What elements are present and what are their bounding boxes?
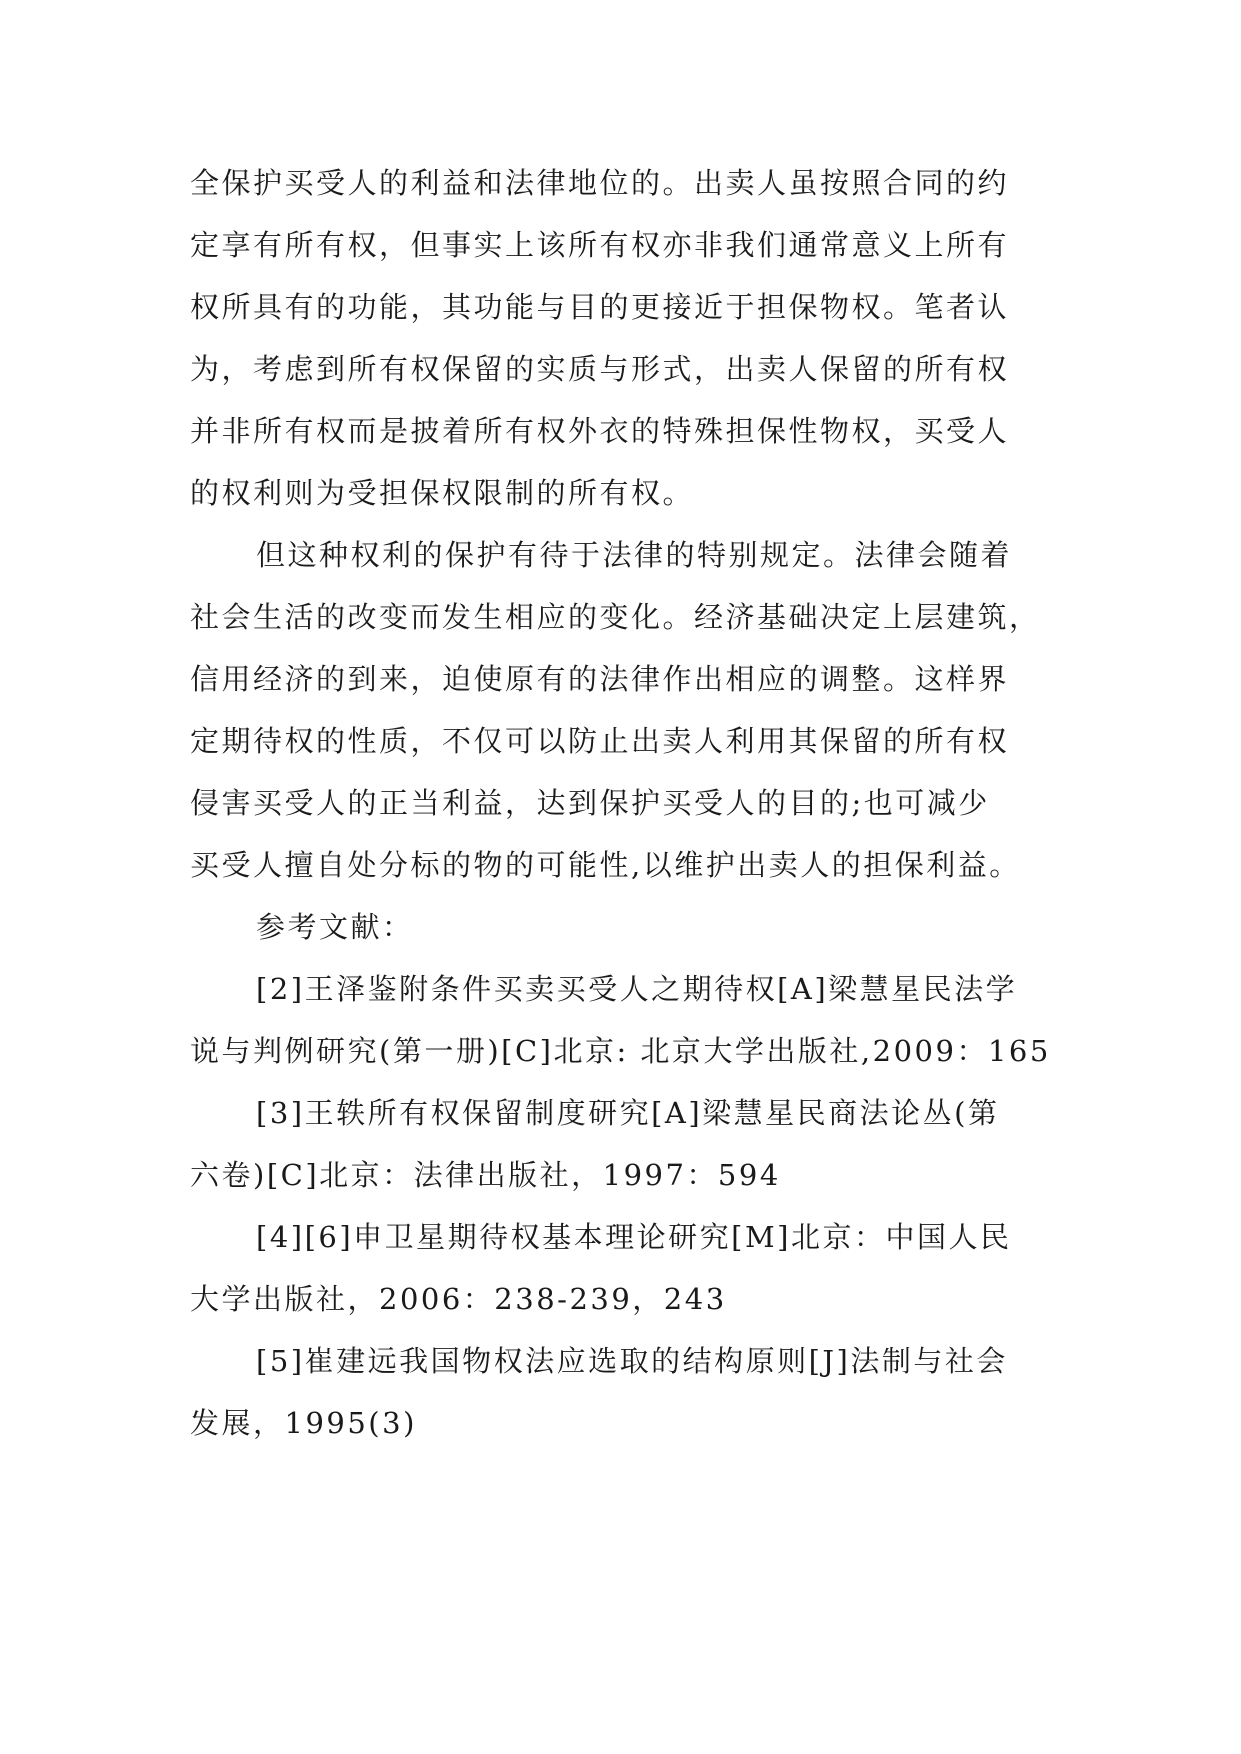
- reference-line: 六卷)[C]北京：法律出版社，1997：594: [190, 1158, 781, 1192]
- text-line: 买受人擅自处分标的物的可能性,以维护出卖人的担保利益。: [190, 848, 1021, 882]
- document-page: [190, 152, 1050, 1454]
- reference-item: [190, 958, 1050, 1082]
- body-paragraph-1: [190, 152, 1050, 524]
- text-line: 权所具有的功能，其功能与目的更接近于担保物权。笔者认: [190, 290, 1010, 324]
- text-line: 社会生活的改变而发生相应的变化。经济基础决定上层建筑，: [190, 600, 1041, 634]
- references-section: [190, 896, 1050, 1454]
- reference-line: [2]王泽鉴附条件买卖买受人之期待权[A]梁慧星民法学: [256, 972, 1018, 1006]
- text-line: 全保护买受人的利益和法律地位的。出卖人虽按照合同的约: [190, 166, 1010, 200]
- reference-item: [190, 1206, 1050, 1330]
- reference-line: [3]王轶所有权保留制度研究[A]梁慧星民商法论丛(第: [256, 1096, 1000, 1130]
- body-paragraph-2: [190, 524, 1050, 896]
- reference-line: 大学出版社，2006：238-239，243: [190, 1282, 727, 1316]
- reference-line: 说与判例研究(第一册)[C]北京: 北京大学出版社,2009：165: [190, 1034, 1051, 1068]
- text-line: 定期待权的性质，不仅可以防止出卖人利用其保留的所有权: [190, 724, 1010, 758]
- text-line: 但这种权利的保护有待于法律的特别规定。法律会随着: [256, 538, 1013, 572]
- text-line: 侵害买受人的正当利益，达到保护买受人的目的;也可减少: [190, 786, 990, 820]
- reference-line: 发展，1995(3): [190, 1406, 417, 1440]
- reference-item: [190, 1330, 1050, 1454]
- reference-line: [4][6]申卫星期待权基本理论研究[M]北京：中国人民: [256, 1220, 1012, 1254]
- text-line: 的权利则为受担保权限制的所有权。: [190, 476, 695, 510]
- text-line: 定享有所有权，但事实上该所有权亦非我们通常意义上所有: [190, 228, 1010, 262]
- text-line: 并非所有权而是披着所有权外衣的特殊担保性物权，买受人: [190, 414, 1010, 448]
- reference-line: [5]崔建远我国物权法应选取的结构原则[J]法制与社会: [256, 1344, 1008, 1378]
- references-heading: 参考文献：: [256, 910, 414, 944]
- text-line: 为，考虑到所有权保留的实质与形式，出卖人保留的所有权: [190, 352, 1010, 386]
- text-line: 信用经济的到来，迫使原有的法律作出相应的调整。这样界: [190, 662, 1010, 696]
- reference-item: [190, 1082, 1050, 1206]
